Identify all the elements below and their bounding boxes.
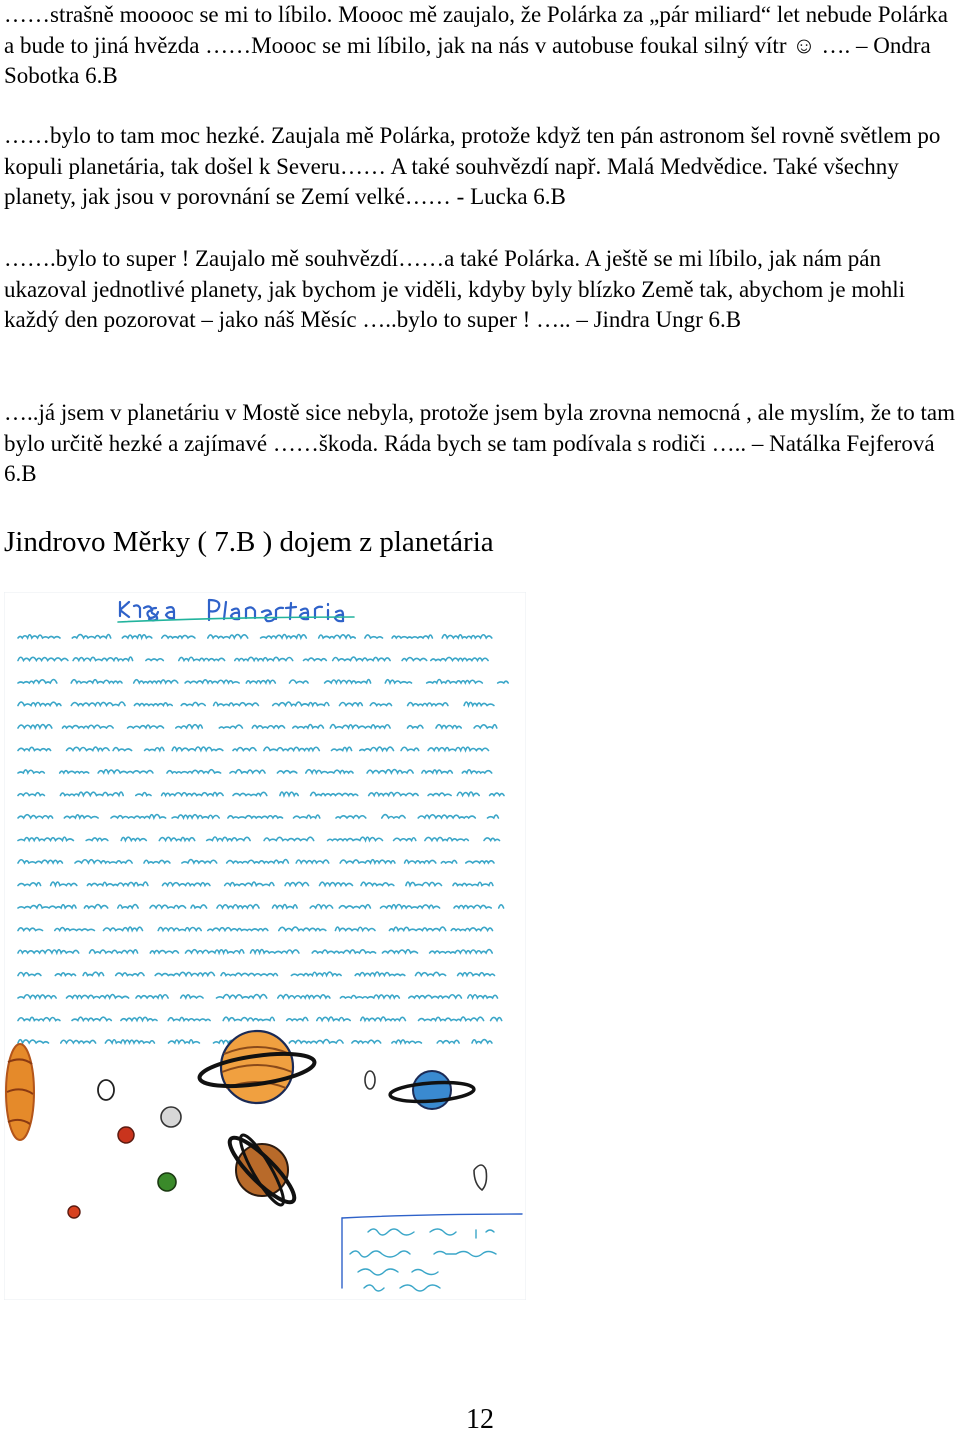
paragraph-jindra: …….bylo to super ! Zaujalo mě souhvězdí……a také Polárka. A ještě se mi líbilo, jak nám pán ukazoval jednotlivé planety, jak bychom je viděli, kdyby byly blízko Země tak, abychom je mohli každý den pozorovat – jako náš Měsíc …..bylo to super ! ….. – Jindra Ungr 6.B (4, 246, 906, 333)
page-number: 12 (466, 1404, 494, 1435)
handwritten-drawing (4, 592, 526, 1300)
section-heading: Jindrovo Měrky ( 7.B ) dojem z planetária (4, 526, 494, 558)
paragraph-natalka: …..já jsem v planetáriu v Mostě sice nebyla, protože jsem byla zrovna nemocná , ale myslím, že to tam bylo určitě hezké a zajímavé ……škoda. Ráda bych se tam podívala s rodiči ….. – Natálka Fejferová 6.B (4, 400, 956, 487)
drawing-illustration (4, 592, 526, 1300)
paragraph-ondra: ……strašně mooooc se mi to líbilo. Moooc mě zaujalo, že Polárka za „pár miliard“ let nebude Polárka a bude to jiná hvězda ……Moooc se mi líbilo, jak na nás v autobuse foukal silný vítr ☺ …. – Ondra Sobotka 6.B (4, 2, 948, 89)
paragraph-lucka: ……bylo to tam moc hezké. Zaujala mě Polárka, protože když ten pán astronom šel rovně světlem po kopuli planetária, tak došel k Severu…… A také souhvězdí např. Malá Medvědice. Také všechny planety, jak jsou v porovnání se Zemí velké…… - Lucka 6.B (4, 123, 941, 210)
